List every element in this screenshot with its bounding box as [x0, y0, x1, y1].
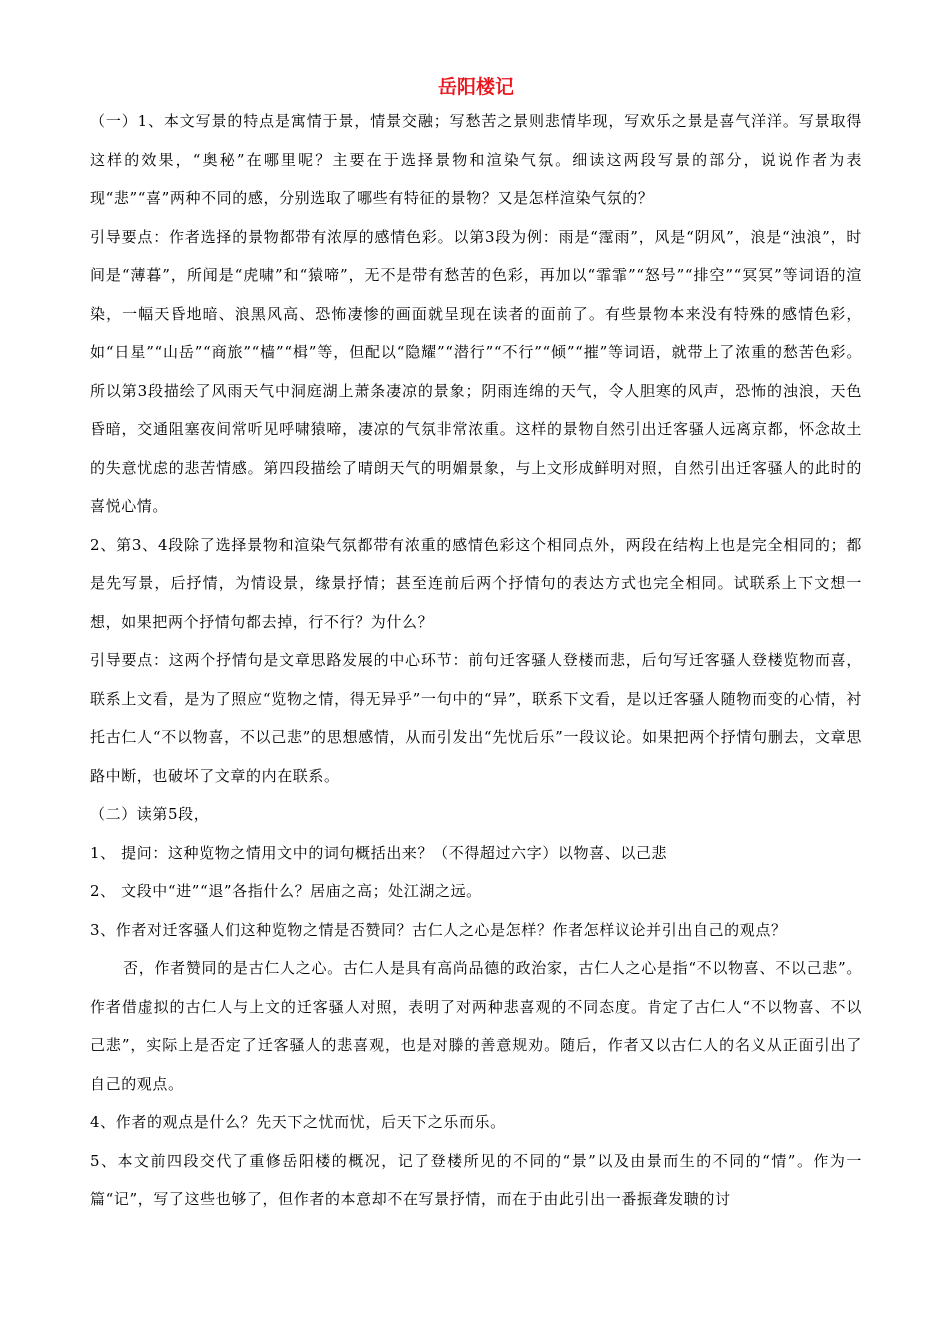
- document-title: 岳阳楼记: [437, 76, 514, 98]
- paragraph-item-1: 1、 提问：这种览物之情用文中的词句概括出来？（不得超过六字）以物喜、以己悲: [90, 843, 668, 862]
- paragraph-guide-2: 引导要点：这两个抒情句是文章思路发展的中心环节：前句迁客骚人登楼而悲，后句写迁客骚人登楼览物而喜，联系上文看，是为了照应“览物之情，得无异乎”一句中的“异”，联系下文看，是以迁客骚人随物而变的心情，衬托古仁人“不以物喜，不以己悲”的思想感情，从而引发出“先忧后乐”一段议论。如果把两个抒情句删去，文章思路中断，也破坏了文章的内在联系。: [90, 651, 862, 785]
- paragraph-question-2: 2、第3、4段除了选择景物和渲染气氛都带有浓重的感情色彩这个相同点外，两段在结构上也是完全相同的；都是先写景，后抒情，为情设景，缘景抒情；甚至连前后两个抒情句的表达方式也完全相同。试联系上下文想一想，如果把两个抒情句都去掉，行不行？为什么？: [90, 535, 862, 631]
- paragraph-answer-3: 否，作者赞同的是古仁人之心。古仁人是具有高尚品德的政治家，古仁人之心是指“不以物喜、不以己悲”。作者借虚拟的古仁人与上文的迁客骚人对照，表明了对两种悲喜观的不同态度。肯定了古仁人“不以物喜、不以己悲”，实际上是否定了迁客骚人的悲喜观，也是对滕的善意规劝。随后，作者又以古仁人的名义从正面引出了自己的观点。: [90, 959, 862, 1093]
- paragraph-question-1: （一）1、本文写景的特点是寓情于景，情景交融；写愁苦之景则悲情毕现，写欢乐之景是喜气洋洋。写景取得这样的效果，“奥秘”在哪里呢？主要在于选择景物和渲染气氛。细读这两段写景的部分，说说作者为表现“悲”“喜”两种不同的感，分别选取了哪些有特征的景物？又是怎样渲染气氛的？: [90, 112, 862, 207]
- paragraph-item-2: 2、 文段中“进”“退”各指什么？居庙之高；处江湖之远。: [90, 882, 482, 900]
- paragraph-guide-1: 引导要点：作者选择的景物都带有浓厚的感情色彩。以第3段为例：雨是“霪雨”，风是“阴风”，浪是“浊浪”，时间是“薄暮”，所闻是“虎啸”和“猿啼”，无不是带有愁苦的色彩，再加以“霏霏”“怒号”“排空”“冥冥”等词语的渲染，一幅天昏地暗、浪黑风高、恐怖凄惨的画面就呈现在读者的面前了。有些景物本来没有特殊的感情色彩，如“日星”“山岳”“商旅”“樯”“楫”等，但配以“隐耀”“潜行”“不行”“倾”“摧”等词语，就带上了浓重的愁苦色彩。 所以第3段描绘了风雨天气中洞庭湖上萧条凄凉的景象；阴雨连绵的天气，令人胆寒的风声，恐怖的浊浪，天色昏暗，交通阻塞夜间常听见呼啸猿啼，凄凉的气氛非常浓重。这样的景物自然引出迁客骚人远离京都，怀念故土的失意忧虑的悲苦情感。第四段描绘了晴朗天气的明媚景象，与上文形成鲜明对照，自然引出迁客骚人的此时的喜悦心情。: [90, 227, 862, 515]
- paragraph-item-5: 5、本文前四段交代了重修岳阳楼的概况，记了登楼所见的不同的“景”以及由景而生的不同的“情”。作为一篇“记”，写了这些也够了，但作者的本意却不在写景抒情，而在于由此引出一番振聋发聩的讨: [90, 1151, 862, 1208]
- paragraph-item-4: 4、作者的观点是什么？先天下之忧而忧，后天下之乐而乐。: [90, 1113, 506, 1131]
- document-page: [90, 72, 862, 1219]
- paragraph-item-3: 3、作者对迁客骚人们这种览物之情是否赞同？古仁人之心是怎样？作者怎样议论并引出自己的观点？: [90, 920, 787, 939]
- section-heading-2: （二）读第5段，: [90, 805, 210, 823]
